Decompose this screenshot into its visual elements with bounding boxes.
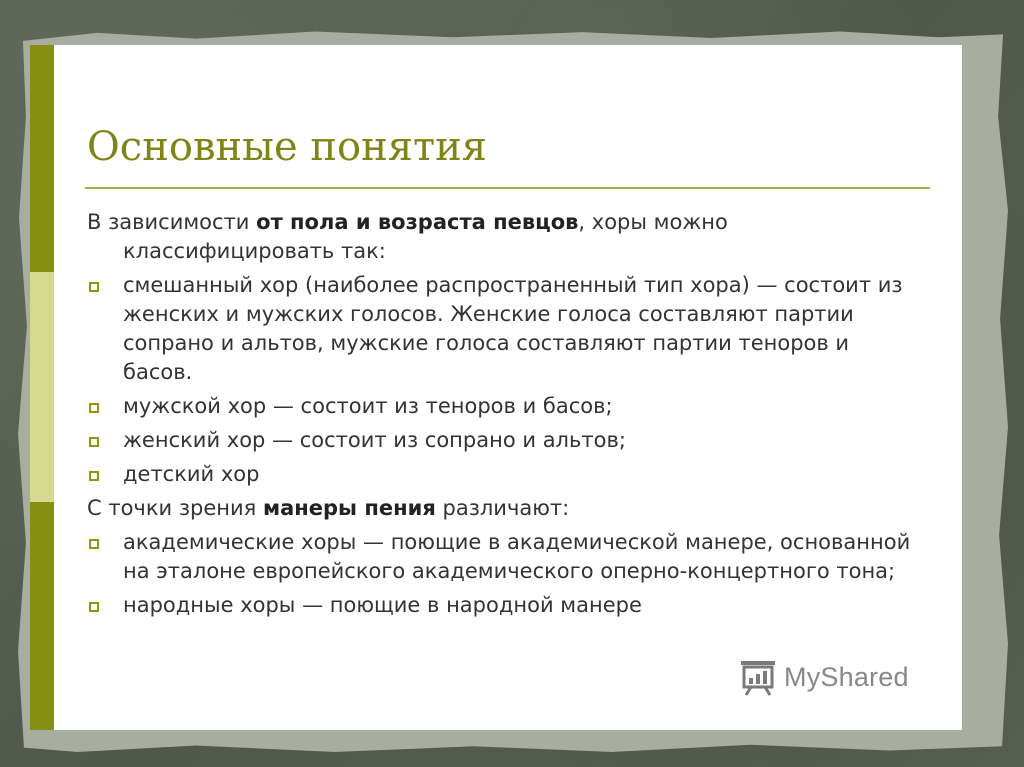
title-underline: [85, 187, 930, 189]
slide: [30, 45, 962, 730]
square-bullet-icon: [89, 282, 99, 292]
list-item-text: народные хоры — поющие в народной манере: [123, 593, 642, 617]
list-item: [87, 426, 917, 455]
paragraph-singing-manner: [87, 494, 917, 523]
presentation-board-icon: [738, 658, 778, 696]
list-item-text: детский хор: [123, 462, 260, 486]
list-item: [87, 460, 917, 489]
accent-strip-middle: [30, 272, 54, 502]
list-item: [87, 528, 917, 586]
paragraph-emphasis: манеры пения: [262, 496, 436, 520]
slide-body: [87, 208, 917, 625]
slide-title: Основные понятия: [87, 124, 487, 170]
myshared-watermark: [738, 657, 909, 697]
paragraph-text: различают:: [435, 496, 570, 520]
paragraph-gender-age: [87, 208, 917, 266]
accent-strip-top: [30, 45, 54, 272]
accent-strip-bottom: [30, 502, 54, 730]
paragraph-text: , хоры можно классифицировать так:: [123, 210, 728, 263]
square-bullet-icon: [89, 471, 99, 481]
list-item: [87, 271, 917, 387]
list-item-text: женский хор — состоит из сопрано и альтов;: [123, 428, 626, 452]
paragraph-text: В зависимости: [87, 210, 257, 234]
list-item-text: академические хоры — поющие в академической манере, основанной на эталоне европейского академического оперно-концертного тона;: [123, 530, 911, 583]
paragraph-text: С точки зрения: [87, 496, 263, 520]
square-bullet-icon: [89, 403, 99, 413]
square-bullet-icon: [89, 539, 99, 549]
list-item-text: мужской хор — состоит из теноров и басов;: [123, 394, 613, 418]
list-item: [87, 392, 917, 421]
list-item-text: смешанный хор (наиболее распространенный тип хора) — состоит из женских и мужских голосов. Женские голоса составляют партии сопрано и альтов, мужские голоса составляют партии теноров и басов.: [123, 273, 903, 384]
list-item: [87, 591, 917, 620]
watermark-text: MyShared: [784, 661, 909, 692]
square-bullet-icon: [89, 602, 99, 612]
square-bullet-icon: [89, 437, 99, 447]
paragraph-emphasis: от пола и возраста певцов: [256, 210, 579, 234]
